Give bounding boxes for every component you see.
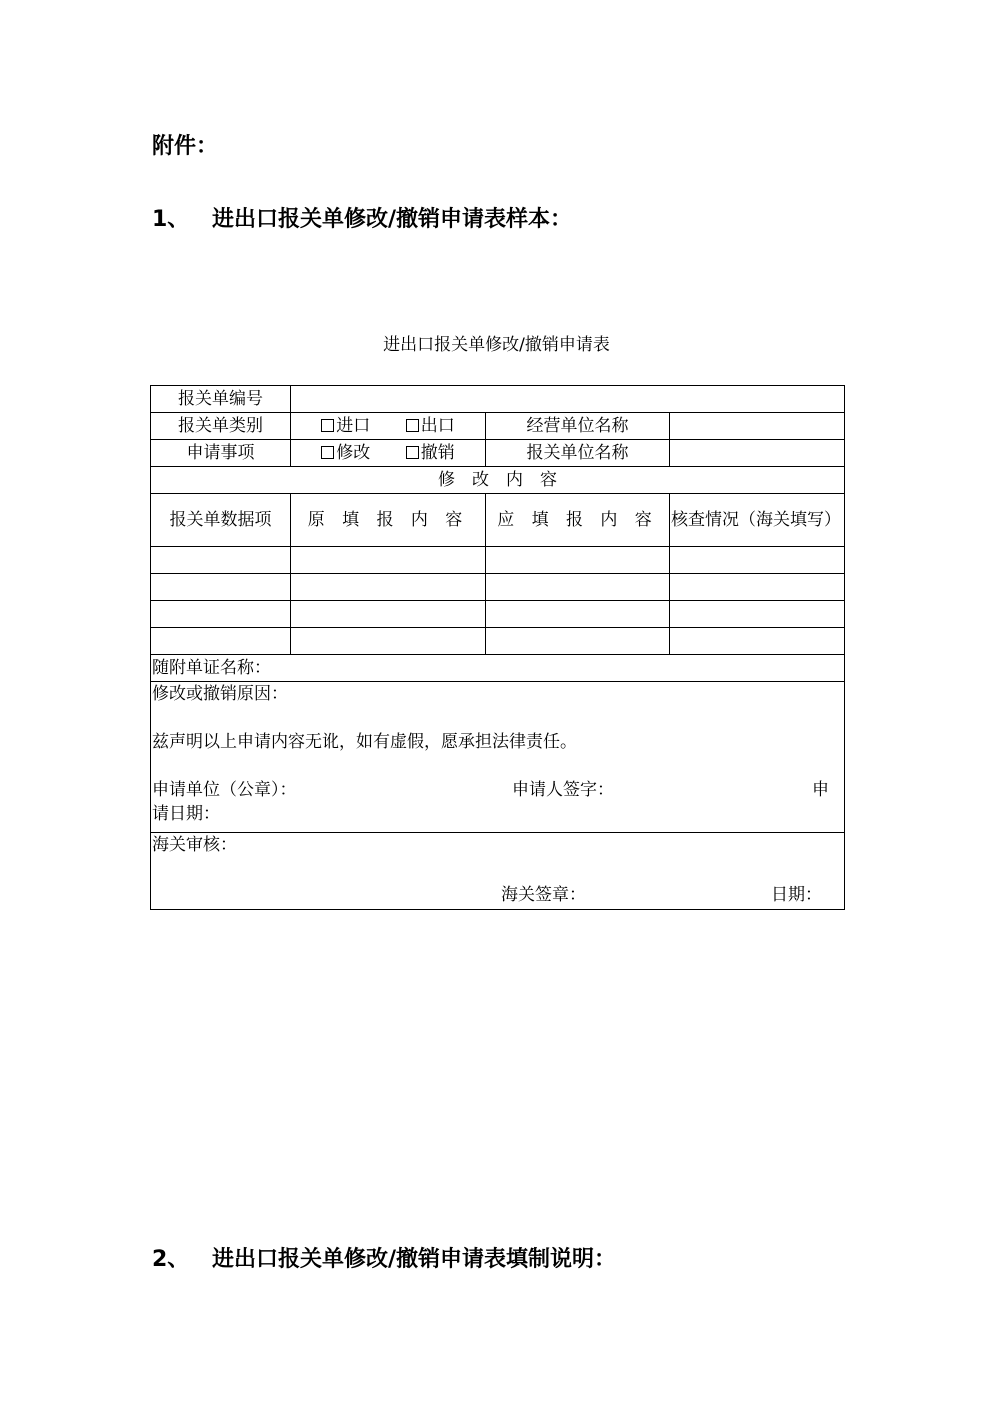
applicant-unit-label: 申请单位（公章）： [152,780,297,800]
declarant-name-label: 报关单位名称 [486,440,670,467]
row-customs-review [151,833,845,910]
application-matter-options [291,440,486,467]
section-2-heading [152,1245,752,1275]
operator-name-label: 经营单位名称 [486,413,670,440]
original-content-cell[interactable] [291,601,486,628]
declaration-number-label: 报关单编号 [151,386,291,413]
row-column-headers [151,494,845,547]
corrected-content-cell[interactable] [486,547,670,574]
column-verification: 核查情况（海关填写） [670,494,845,547]
declaration-number-field[interactable] [291,386,845,413]
checkbox-icon[interactable] [321,419,334,432]
verification-cell[interactable] [670,574,845,601]
reason-label: 修改或撤销原因： [152,684,288,704]
data-item-cell[interactable] [151,574,291,601]
verification-cell[interactable] [670,628,845,655]
row-declaration-type [151,413,845,440]
table-row [151,547,845,574]
data-item-cell[interactable] [151,628,291,655]
original-content-cell[interactable] [291,547,486,574]
corrected-content-cell[interactable] [486,601,670,628]
verification-cell[interactable] [670,547,845,574]
row-content-header [151,467,845,494]
row-declaration-number [151,386,845,413]
option-import[interactable]: 进口 [321,414,370,438]
option-modify[interactable]: 修改 [321,441,370,465]
data-item-cell[interactable] [151,547,291,574]
checkbox-icon[interactable] [321,446,334,459]
option-export[interactable]: 出口 [406,414,455,438]
checkbox-icon[interactable] [406,419,419,432]
checkbox-icon[interactable] [406,446,419,459]
declaration-type-label: 报关单类别 [151,413,291,440]
column-corrected-content: 应 填 报 内 容 [486,494,670,547]
attachment-label: 附件： [152,134,219,159]
verification-cell[interactable] [670,601,845,628]
original-content-cell[interactable] [291,628,486,655]
row-reason-and-declaration [151,682,845,833]
applicant-signature-label: 申请人签字： [512,780,614,800]
attached-documents-label: 随附单证名称： [151,655,845,682]
option-cancel[interactable]: 撤销 [406,441,455,465]
apply-date-label: 请日期： [152,804,220,824]
review-date-label: 日期： [771,885,822,905]
original-content-cell[interactable] [291,574,486,601]
application-matter-label: 申请事项 [151,440,291,467]
table-row [151,574,845,601]
apply-date-label-start: 申 [812,780,829,800]
row-attached-documents [151,655,845,682]
customs-seal-label: 海关签章： [501,885,586,905]
corrected-content-cell[interactable] [486,574,670,601]
declarant-name-field[interactable] [670,440,845,467]
customs-review-label: 海关审核： [152,835,237,855]
section-2-number: 2、 [152,1247,190,1272]
application-form-table [150,385,845,910]
section-2-title: 进出口报关单修改/撤销申请表填制说明： [212,1247,617,1272]
table-row [151,601,845,628]
reason-block [151,682,845,833]
section-1-title: 进出口报关单修改/撤销申请表样本： [212,207,573,232]
operator-name-field[interactable] [670,413,845,440]
modification-content-header: 修 改 内 容 [151,467,845,494]
section-1-heading [152,205,752,235]
column-original-content: 原 填 报 内 容 [291,494,486,547]
section-1-number: 1、 [152,207,190,232]
data-item-cell[interactable] [151,601,291,628]
declaration-type-options [291,413,486,440]
column-data-item: 报关单数据项 [151,494,291,547]
corrected-content-cell[interactable] [486,628,670,655]
row-application-matter [151,440,845,467]
signature-line [152,778,843,802]
form-title: 进出口报关单修改/撤销申请表 [383,335,610,355]
table-row [151,628,845,655]
customs-review-block [151,833,845,910]
declaration-statement: 兹声明以上申请内容无讹，如有虚假，愿承担法律责任。 [152,732,577,752]
